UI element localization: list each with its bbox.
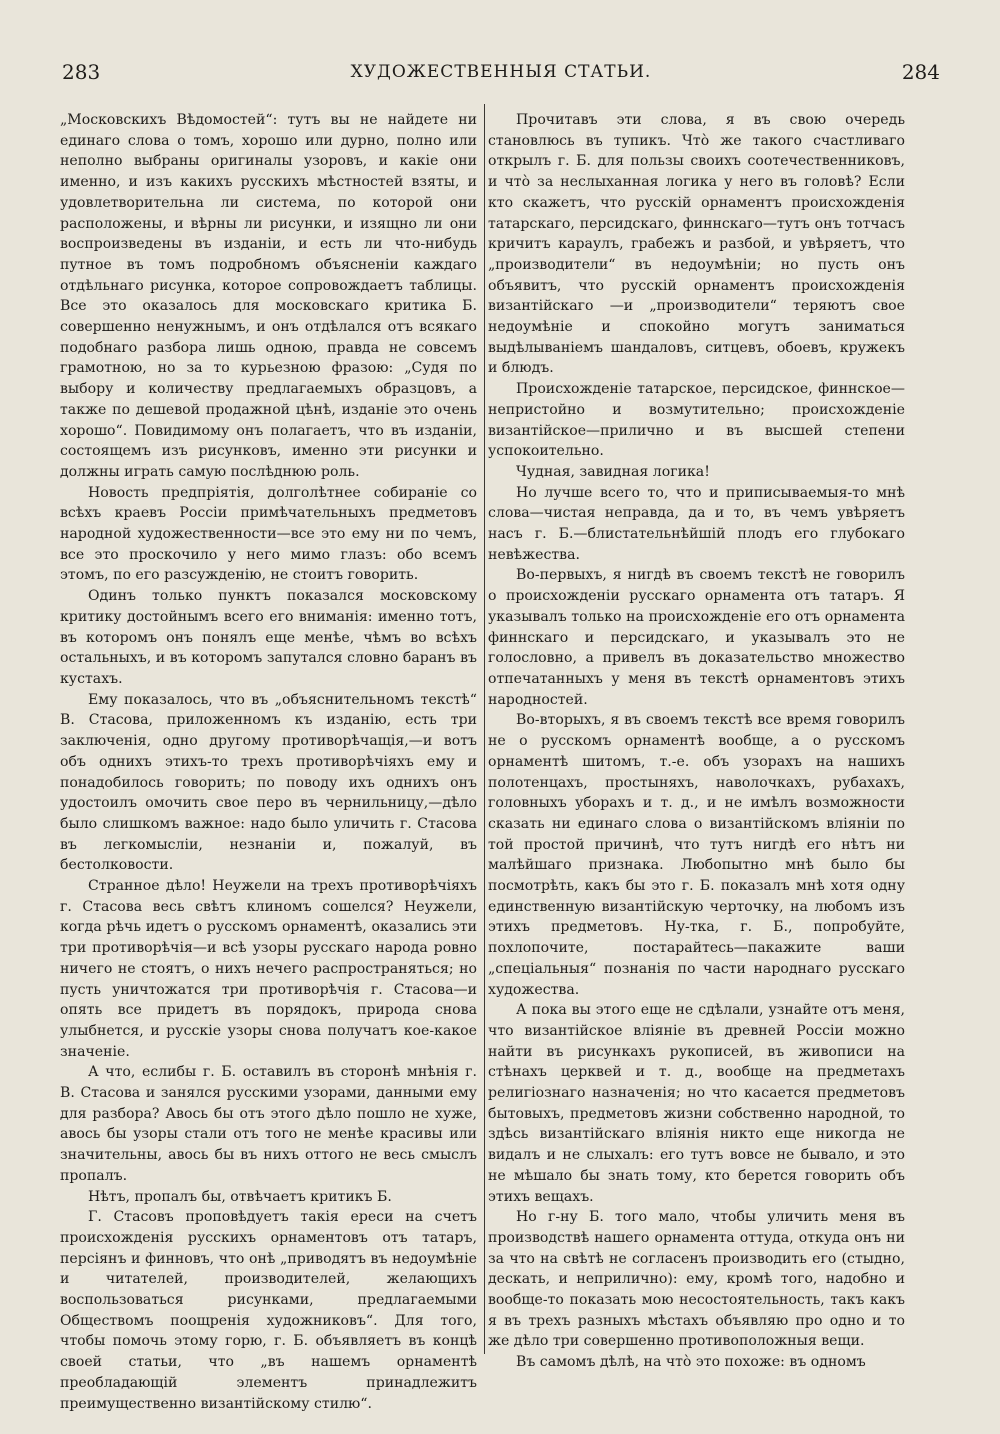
paragraph: А что, еслибы г. Б. оставилъ въ сторонѣ мнѣнія г. В. Стасова и занялся русскими узорами, данными ему для разбора? Авось бы отъ этого дѣло пошло не хуже, авось бы узоры стали отъ того не менѣе красивы или значительны, авось бы въ нихъ оттого не весь смыслъ пропалъ. xyxy=(60,1064,477,1184)
running-header xyxy=(62,60,940,90)
paragraph: Происхожденіе татарское, персидское, финнское—непристойно и возмутительно; происхожденіе византійское—прилично и въ высшей степени успокоительно. xyxy=(488,381,905,460)
paragraph: Странное дѣло! Неужели на трехъ противорѣчіяхъ г. Стасова весь свѣтъ клиномъ сошелся? Неужели, когда рѣчь идетъ о русскомъ орнаментѣ, оказались эти три противорѣчія—и всѣ узоры русскаго народа ровно ничего не стоятъ, о нихъ нечего распространяться; но пусть уничтожатся три противорѣчія г. Стасова—и опять все придетъ въ порядокъ, природа снова улыбнется, и русскіе узоры снова получатъ кое-какое значеніе. xyxy=(60,878,477,1060)
paragraph: Г. Стасовъ проповѣдуетъ такія ереси на счетъ происхожденія русскихъ орнаментовъ отъ татаръ, персіянъ и финновъ, что онѣ „приводятъ въ недоумѣніе и читателей, производителей, желающихъ воспользоваться рисунками, предлагаемыми Обществомъ поощренія художниковъ“. Для того, чтобы помочь этому горю, г. Б. объявляетъ въ концѣ своей статьи, что „въ нашемъ орнаментѣ преобладающій элементъ принадлежитъ преимущественно византійскому стилю“. xyxy=(60,1209,477,1412)
column-divider xyxy=(484,104,485,1354)
page-number-left: 283 xyxy=(62,60,101,84)
paragraph: „Московскихъ Вѣдомостей“: тутъ вы не найдете ни единаго слова о томъ, хорошо или дурно, полно или неполно выбраны оригиналы узоровъ, и какіе они именно, и изъ какихъ русскихъ мѣстностей взяты, и удовлетворительна ли система, по которой они расположены, и вѣрны ли рисунки, и изящно ли они воспроизведены въ изданіи, и есть ли что-нибудь путное въ томъ подробномъ объясненіи каждаго отдѣльнаго рисунка, которое сопровождаетъ таблицы. Все это оказалось для московскаго критика Б. совершенно ненужнымъ, и онъ отдѣлался отъ всякаго подобнаго разбора лишь одною, правда не совсемъ грамотною, но за то курьезною фразою: „Судя по выбору и количеству предлагаемыхъ образцовъ, а также по дешевой продажной цѣнѣ, изданіе это очень хорошо“. Повидимому онъ полагаетъ, что въ изданіи, состоящемъ изъ рисунковъ, именно эти рисунки и должны играть самую послѣднюю роль. xyxy=(60,112,477,480)
paragraph: Одинъ только пунктъ показался московскому критику достойнымъ всего его вниманія: именно тотъ, въ которомъ онъ понялъ еще менѣе, чѣмъ во всѣхъ остальныхъ, и въ которомъ запутался словно баранъ въ кустахъ. xyxy=(60,588,477,687)
running-title: ХУДОЖЕСТВЕННЫЯ СТАТЬИ. xyxy=(350,62,652,82)
paragraph: Въ самомъ дѣлѣ, на чтò это похоже: въ одномъ xyxy=(516,1354,866,1371)
paragraph: Новость предпріятія, долголѣтнее собираніе со всѣхъ краевъ Россіи примѣчательныхъ предметовъ народной художественности—все это ему ни по чемъ, все это проскочило у него мимо глазъ: обо всемъ этомъ, по его разсужденію, не стоитъ говорить. xyxy=(60,484,477,584)
paragraph: Но лучше всего то, что и приписываемыя-то мнѣ слова—чистая неправда, да и то, въ чемъ увѣряетъ насъ г. Б.—блистательнѣйшій плодъ его глубокаго невѣжества. xyxy=(488,484,905,563)
paragraph: Ему показалось, что въ „объяснительномъ текстѣ“ В. Стасова, приложенномъ къ изданію, есть три заключенія, одно другому противорѣчащія,—и вотъ объ однихъ этихъ-то трехъ противорѣчіяхъ ему и понадобилось говорить; по поводу ихъ однихъ онъ удостоилъ омочить свое перо въ чернильницу,—дѣло было слишкомъ важное: надо было уличить г. Стасова въ легкомысліи, незнаніи и, пожалуй, въ бестолковости. xyxy=(60,691,477,874)
right-column xyxy=(488,110,905,1373)
paragraph: Нѣтъ, пропалъ бы, отвѣчаетъ критикъ Б. xyxy=(88,1188,392,1205)
paragraph: Прочитавъ эти слова, я въ свою очередь становлюсь въ тупикъ. Чтò же такого счастливаго открылъ г. Б. для пользы своихъ соотечественниковъ, и чтò за неслыханная логика у него въ головѣ? Если кто скажетъ, что русскій орнаментъ происхожденія татарскаго, персидскаго, финнскаго—тутъ онъ тотчасъ кричитъ караулъ, грабежъ и разбой, и увѣряетъ, что „производители“ въ недоумѣніи; но пусть онъ объявитъ, что русскій орнаментъ происхожденія византійскаго —и „производители“ теряютъ свое недоумѣніе и спокойно могутъ заниматься выдѣлываніемъ шандаловъ, ситцевъ, обоевъ, кружекъ и блюдъ. xyxy=(488,112,905,377)
paragraph: Чудная, завидная логика! xyxy=(516,463,710,480)
paragraph: Во-вторыхъ, я въ своемъ текстѣ все время говорилъ не о русскомъ орнаментѣ вообще, а о русскомъ орнаментѣ шитомъ, т.-е. объ узорахъ на нашихъ полотенцахъ, простыняхъ, наволочкахъ, рубахахъ, головныхъ уборахъ и т. д., и не имѣлъ возможности сказать ни единаго слова о византійскомъ вліяніи по той простой причинѣ, что тутъ нигдѣ его нѣтъ ни малѣйшаго признака. Любопытно мнѣ было бы посмотрѣть, какъ бы это г. Б. показалъ мнѣ хотя одну единственную византійскую черточку, на любомъ изъ этихъ предметовъ. Ну-тка, г. Б., попробуйте, похлопочите, постарайтесь—пакажите ваши „спеціальныя“ познанія по части народнаго русскаго художества. xyxy=(488,712,905,998)
paragraph: Во-первыхъ, я нигдѣ въ своемъ текстѣ не говорилъ о происхожденіи русскаго орнамента отъ татаръ. Я указывалъ только на происхожденіе его отъ орнамента финнскаго и персидскаго, и указывалъ это не голословно, а привелъ въ доказательство множество отпечатанныхъ у меня въ текстѣ орнаментовъ этихъ народностей. xyxy=(488,567,905,708)
left-column xyxy=(60,110,477,1414)
paragraph: Но г-ну Б. того мало, чтобы уличить меня въ производствѣ нашего орнамента оттуда, откуда онъ ни за что на свѣтѣ не согласенъ производить его (стыдно, дескать, и неприлично): ему, кромѣ того, надобно и вообще-то показать мою несостоятельность, такъ какъ я въ трехъ разныхъ мѣстахъ объявляю про одно и то же дѣло три совершенно противоположныя вещи. xyxy=(488,1209,905,1350)
page-number-right: 284 xyxy=(901,60,940,84)
paragraph: А пока вы этого еще не сдѣлали, узнайте отъ меня, что византійское вліяніе въ древней Россіи можно найти въ рисункахъ рукописей, въ живописи на стѣнахъ церквей и т. д., вообще на предметахъ религіознаго назначенія; но что касается предметовъ бытовыхъ, предметовъ жизни собственно народной, то здѣсь византійскаго вліянія никто еще никогда не видалъ и не слыхалъ: его тутъ вовсе не бывало, и это не мѣшало бы знать тому, кто берется говорить объ этихъ вещахъ. xyxy=(488,1002,905,1205)
